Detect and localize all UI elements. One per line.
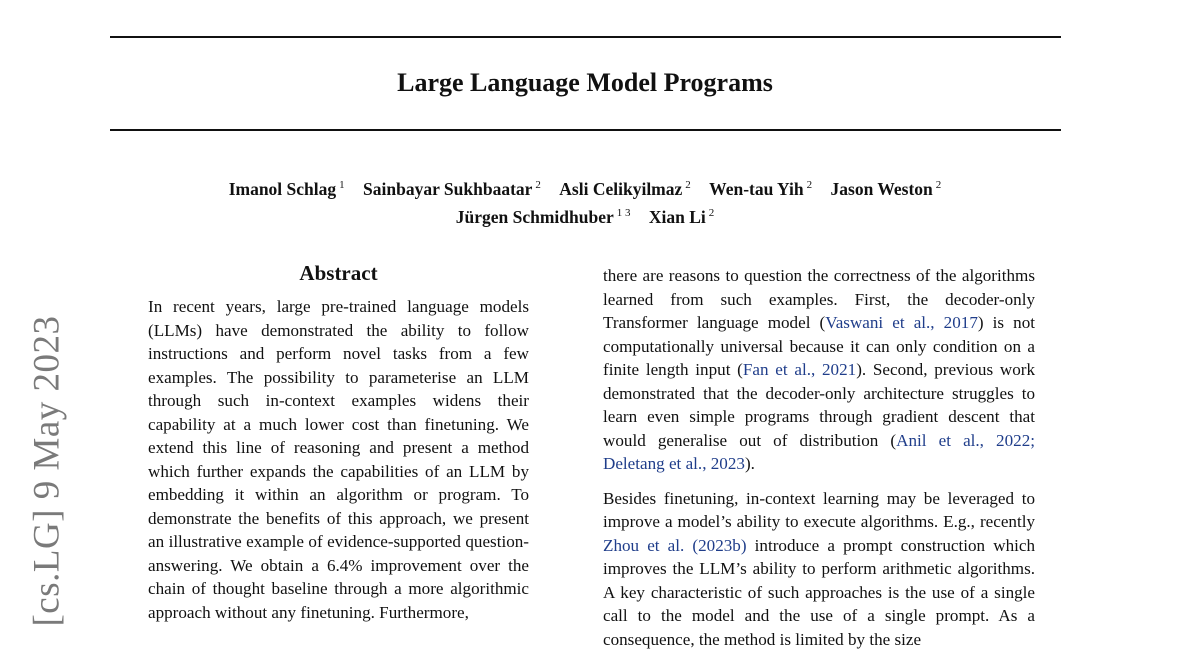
author: Asli Celikyilmaz $^2$ [559,179,690,199]
intro-column [603,264,1035,651]
intro-paragraph-1: there are reasons to question the correctness of the algorithms learned from such examples. First, the decoder-only Transformer language model (Vaswani et al., 2017) is not computationally universal because it can only condition on a finite length input (Fan et al., 2021). Second, previous work demonstrated that the decoder-only architecture struggles to learn even simple programs through gradient descent that would generalise out of distribution (Anil et al., 2022; Deletang et al., 2023). [603,264,1035,476]
title-top-rule [110,36,1061,38]
author-block [0,173,1170,229]
abstract-heading: Abstract [148,261,529,286]
arxiv-side-stamp: [cs.LG] 9 May 2023 [20,305,74,637]
abstract-column [148,295,529,624]
citation-link[interactable]: Zhou et al. (2023b) [603,536,747,555]
author: Jason Weston $^2$ [831,179,942,199]
author-line-1 [0,173,1170,201]
paper-title: Large Language Model Programs [0,68,1170,98]
citation-link[interactable]: Vaswani et al., 2017 [825,313,978,332]
author: Imanol Schlag $^1$ [229,179,345,199]
author: Jürgen Schmidhuber $^{1 3}$ [456,207,631,227]
author: Wen-tau Yih $^2$ [709,179,812,199]
author: Xian Li $^2$ [649,207,714,227]
author-line-2 [0,201,1170,229]
citation-link[interactable]: Deletang et al., 2023 [603,454,745,473]
citation-link[interactable]: Fan et al., 2021 [743,360,856,379]
abstract-paragraph: In recent years, large pre-trained language models (LLMs) have demonstrated the ability to follow instructions and perform novel tasks from a few examples. The possibility to parameterise an LLM through such in-context examples widens their capability at a much lower cost than finetuning. We extend this line of reasoning and present a method which further expands the capabilities of an LLM by embedding it within an algorithm or program. To demonstrate the benefits of this approach, we present an illustrative example of evidence-supported question-answering. We obtain a 6.4% improvement over the chain of thought baseline through a more algorithmic approach without any finetuning. Furthermore, [148,295,529,624]
author: Sainbayar Sukhbaatar $^2$ [363,179,541,199]
citation-link[interactable]: Anil et al., 2022; [896,431,1035,450]
intro-paragraph-2: Besides finetuning, in-context learning may be leveraged to improve a model’s ability to execute algorithms. E.g., recently Zhou et al. (2023b) introduce a prompt construction which improves the LLM’s ability to perform arithmetic algorithms. A key characteristic of such approaches is the use of a single call to the model and the use of a single prompt. As a consequence, the method is limited by the size [603,487,1035,651]
title-bottom-rule [110,129,1061,131]
